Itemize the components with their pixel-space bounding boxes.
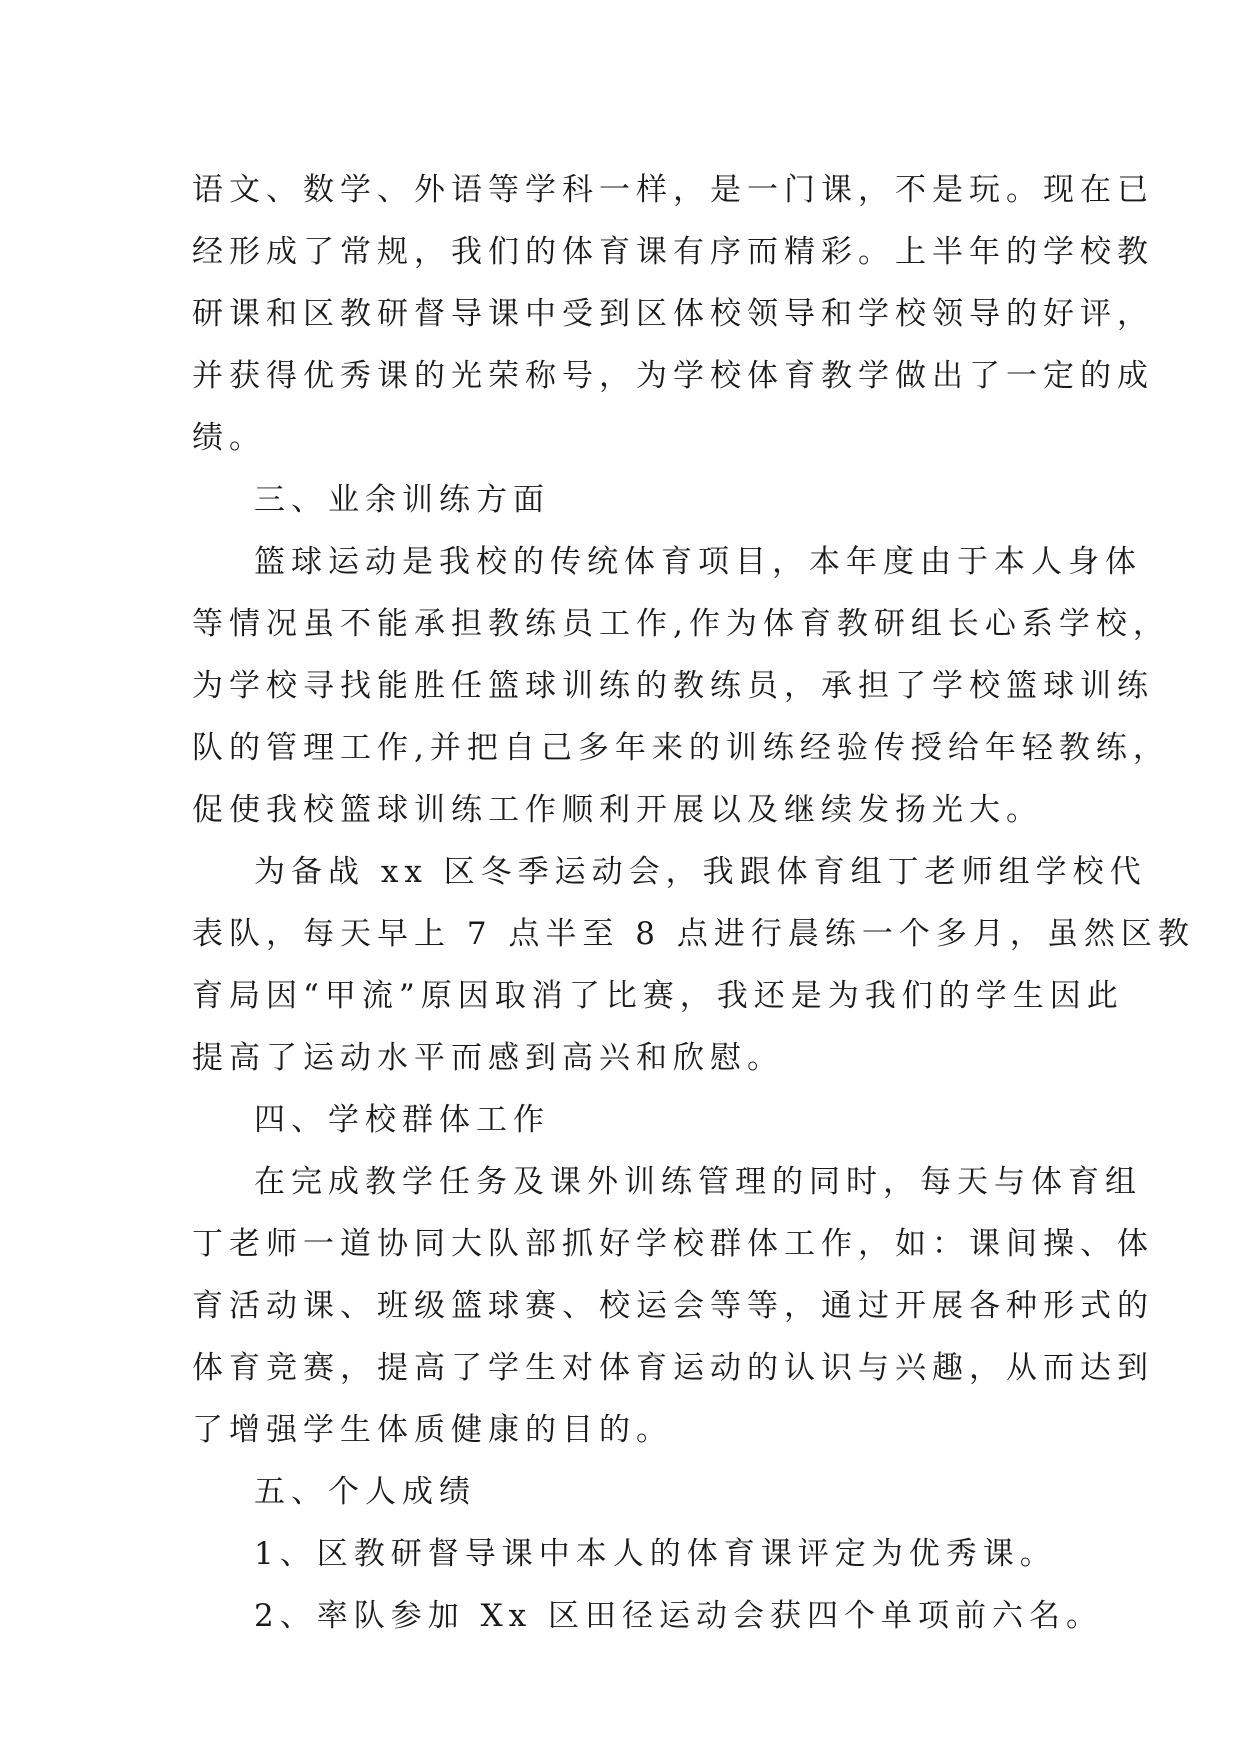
paragraph-line-indented: 2、率队参加 Xx 区田径运动会获四个单项前六名。 [254,1598,1103,1634]
paragraph-line: 提高了运动水平而感到高兴和欣慰。 [192,1040,784,1076]
paragraph-line: 丁老师一道协同大队部抓好学校群体工作，如：课间操、体 [192,1226,1154,1262]
paragraph-line: 并获得优秀课的光荣称号，为学校体育教学做出了一定的成 [192,358,1154,394]
paragraph-line-indented: 在完成教学任务及课外训练管理的同时，每天与体育组 [254,1164,1142,1200]
paragraph-line: 表队，每天早上 7 点半至 8 点进行晨练一个多月，虽然区教 [192,916,1195,952]
paragraph-line-indented: 为备战 xx 区冬季运动会，我跟体育组丁老师组学校代 [254,854,1147,890]
paragraph-line-indented: 1、区教研督导课中本人的体育课评定为优秀课。 [254,1536,1057,1572]
paragraph-line: 研课和区教研督导课中受到区体校领导和学校领导的好评， [192,296,1154,332]
paragraph-line: 绩。 [192,420,266,456]
paragraph-line-indented: 篮球运动是我校的传统体育项目，本年度由于本人身体 [254,544,1142,580]
paragraph-line: 队的管理工作,并把自己多年来的训练经验传授给年轻教练， [192,730,1170,766]
document-body [192,159,1195,1647]
paragraph-line: 语文、数学、外语等学科一样，是一门课，不是玩。现在已 [192,172,1154,208]
paragraph-line: 育局因“甲流”原因取消了比赛，我还是为我们的学生因此 [192,978,1124,1014]
paragraph-line-indented: 五、个人成绩 [254,1474,476,1510]
paragraph-line: 促使我校篮球训练工作顺利开展以及继续发扬光大。 [192,792,1043,828]
paragraph-line: 了增强学生体质健康的目的。 [192,1412,673,1448]
paragraph-line-indented: 四、学校群体工作 [254,1102,550,1138]
paragraph-line-indented: 三、业余训练方面 [254,482,550,518]
paragraph-line: 经形成了常规，我们的体育课有序而精彩。上半年的学校教 [192,234,1154,270]
paragraph-line: 为学校寻找能胜任篮球训练的教练员，承担了学校篮球训练 [192,668,1154,704]
paragraph-line: 育活动课、班级篮球赛、校运会等等，通过开展各种形式的 [192,1288,1154,1324]
paragraph-line: 等情况虽不能承担教练员工作,作为体育教研组长心系学校， [192,606,1170,642]
paragraph-line: 体育竞赛，提高了学生对体育运动的认识与兴趣，从而达到 [192,1350,1154,1386]
